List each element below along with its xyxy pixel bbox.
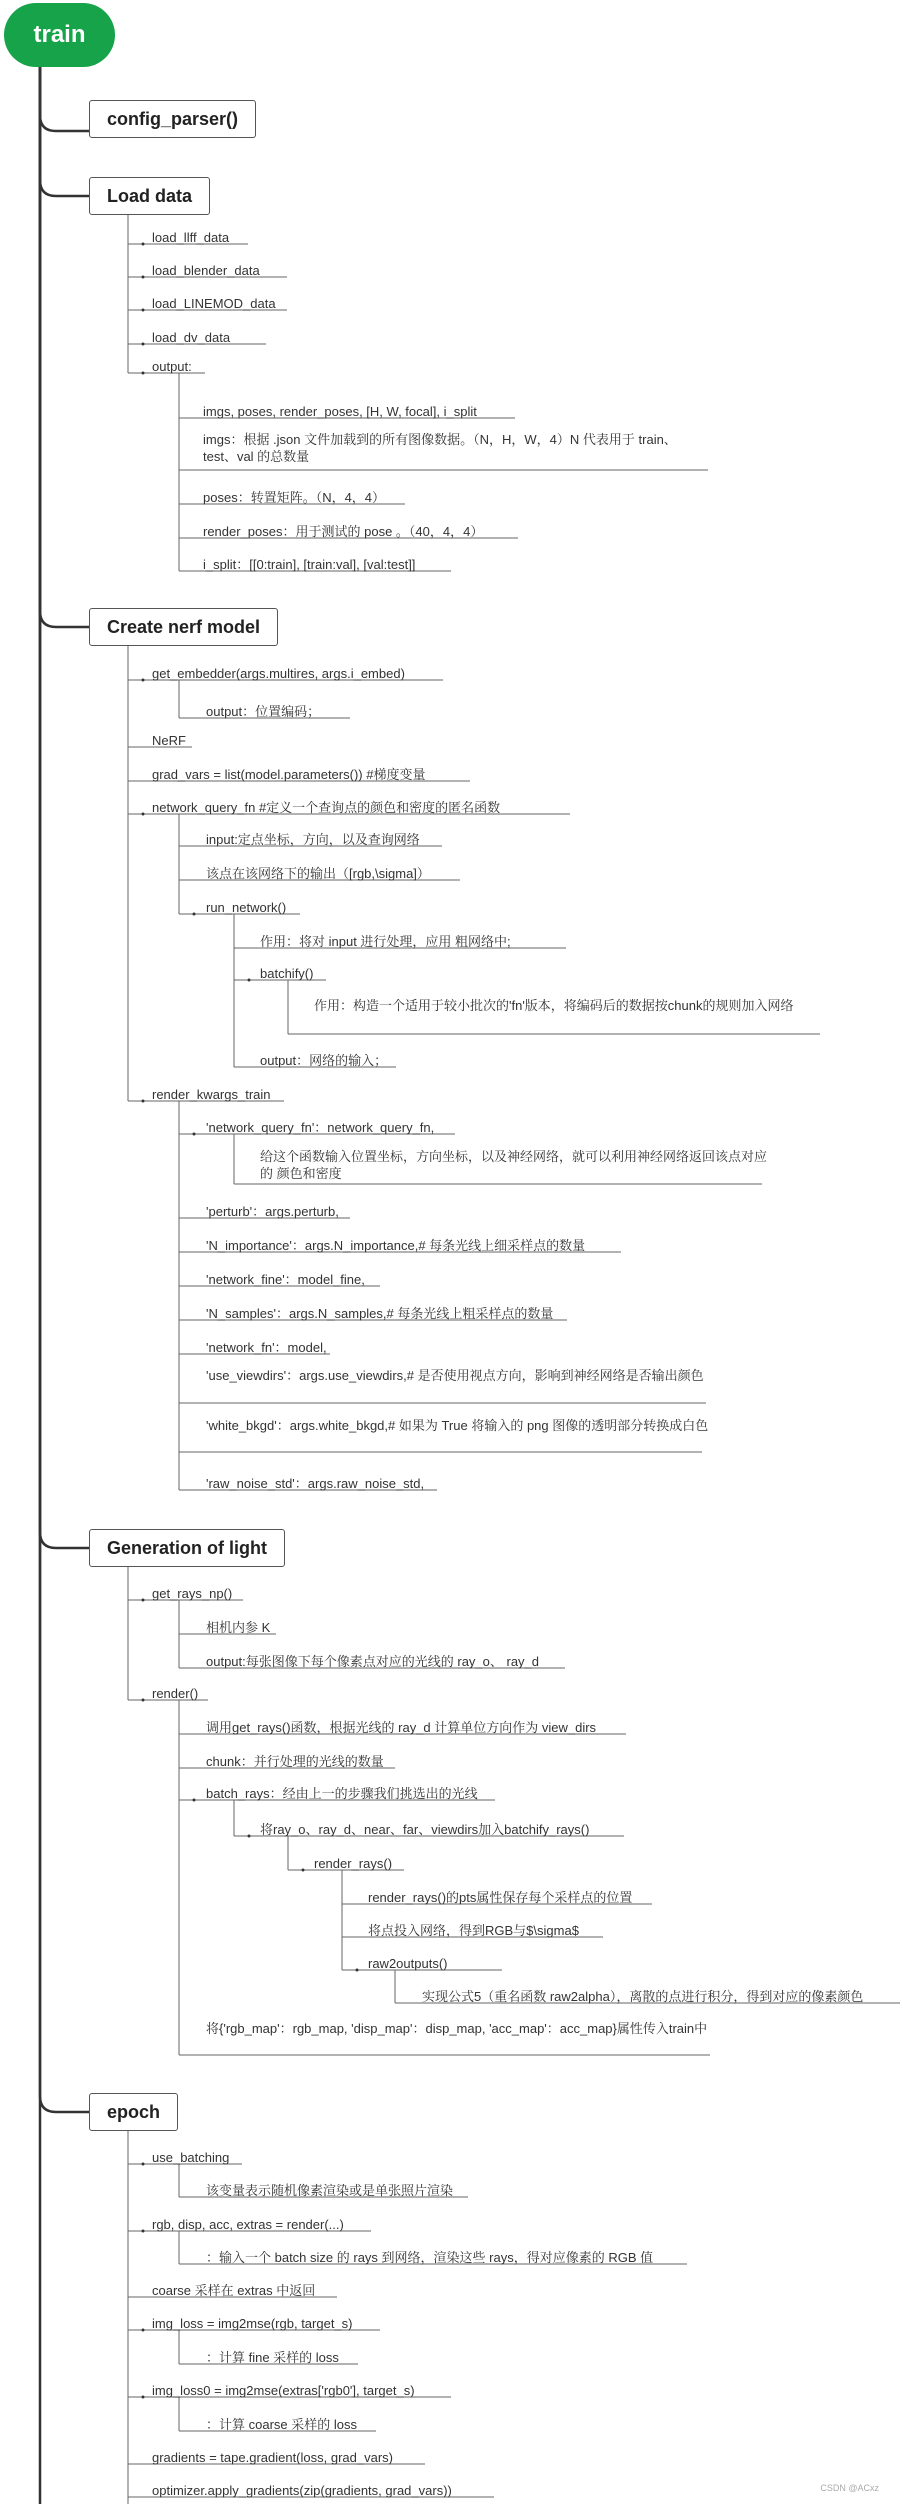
render-kwargs-train[interactable]: render_kwargs_train bbox=[152, 1087, 271, 1102]
raw2outputs[interactable]: raw2outputs() bbox=[368, 1956, 448, 1971]
load-output-item[interactable]: i_split：[[0:train], [train:val], [val:test]] bbox=[203, 557, 416, 572]
node-generation-of-light[interactable]: Generation of light bbox=[89, 1529, 285, 1567]
grad-vars[interactable]: grad_vars = list(model.parameters()) #梯度变量 bbox=[152, 767, 426, 782]
render-rays-item[interactable]: render_rays()的pts属性保存每个采样点的位置 bbox=[368, 1890, 633, 1905]
kwarg-item[interactable]: 'perturb'：args.perturb, bbox=[206, 1204, 339, 1219]
render-rays-item[interactable]: 将点投入网络，得到RGB与$\sigma$ bbox=[368, 1923, 579, 1938]
kwarg-item[interactable]: 'use_viewdirs'：args.use_viewdirs,# 是否使用视点方向，影响到神经网络是否输出颜色 bbox=[206, 1368, 704, 1383]
add-batchify-rays[interactable]: 将ray_o、ray_d、near、far、viewdirs加入batchify_rays() bbox=[260, 1822, 590, 1837]
render-item[interactable]: 调用get_rays()函数，根据光线的 ray_d 计算单位方向作为 view_dirs bbox=[206, 1720, 597, 1735]
load-llff-data[interactable]: load_llff_data bbox=[152, 230, 230, 245]
kwarg-item[interactable]: 'network_fn'：model, bbox=[206, 1340, 327, 1355]
load-output-item[interactable]: render_poses：用于测试的 pose 。（40，4，4） bbox=[203, 524, 484, 539]
load-output[interactable]: output: bbox=[152, 359, 192, 374]
nqf-note[interactable]: 给这个函数输入位置坐标，方向坐标，以及神经网络，就可以利用神经网络返回该点对应的 颜色和密度 bbox=[260, 1149, 768, 1181]
kwarg-item[interactable]: 'network_fine'：model_fine, bbox=[206, 1272, 365, 1287]
load-output-item[interactable]: poses：转置矩阵。（N，4，4） bbox=[203, 490, 386, 505]
run-network-effect[interactable]: 作用：将对 input 进行处理，应用 粗网络中; bbox=[260, 934, 511, 949]
kwarg-item[interactable]: 'network_query_fn'：network_query_fn, bbox=[206, 1120, 435, 1135]
apply-gradients[interactable]: optimizer.apply_gradients(zip(gradients, grad_vars)) bbox=[152, 2483, 452, 2498]
watermark-credit: CSDN @ACxz bbox=[820, 2483, 879, 2493]
render-call[interactable]: rgb, disp, acc, extras = render(...) bbox=[152, 2217, 344, 2232]
kwarg-item[interactable]: 'N_samples'：args.N_samples,# 每条光线上粗采样点的数量 bbox=[206, 1306, 554, 1321]
root-trunk bbox=[40, 67, 90, 131]
render[interactable]: render() bbox=[152, 1686, 199, 1701]
coarse-extras[interactable]: coarse 采样在 extras 中返回 bbox=[152, 2283, 316, 2298]
gradients[interactable]: gradients = tape.gradient(loss, grad_vars) bbox=[152, 2450, 393, 2465]
nqf-output[interactable]: 该点在该网络下的输出（[rgb,\sigma]） bbox=[206, 866, 430, 881]
img-loss[interactable]: img_loss = img2mse(rgb, target_s) bbox=[152, 2316, 353, 2331]
img-loss-note[interactable]: ：计算 fine 采样的 loss bbox=[206, 2350, 339, 2365]
formula-note[interactable]: 实现公式5（重名函数 raw2alpha），离散的点进行积分，得到对应的像素颜色 bbox=[422, 1989, 864, 2004]
kwarg-item[interactable]: 'white_bkgd'：args.white_bkgd,# 如果为 True 将输入的 png 图像的透明部分转换成白色 bbox=[206, 1418, 709, 1433]
batchify-effect[interactable]: 作用：构造一个适用于较小批次的'fn'版本，将编码后的数据按chunk的规则加入网络 bbox=[314, 998, 794, 1013]
load-blender-data[interactable]: load_blender_data bbox=[152, 263, 260, 278]
batchify[interactable]: batchify() bbox=[260, 966, 314, 981]
get-embedder[interactable]: get_embedder(args.multires, args.i_embed) bbox=[152, 666, 405, 681]
run-network-output[interactable]: output：网络的输入； bbox=[260, 1053, 388, 1068]
render-item[interactable]: chunk：并行处理的光线的数量 bbox=[206, 1754, 384, 1769]
get-rays-np[interactable]: get_rays_np() bbox=[152, 1586, 233, 1601]
node-create-nerf-model[interactable]: Create nerf model bbox=[89, 608, 278, 646]
get-rays-np-output[interactable]: output:每张图像下每个像素点对应的光线的 ray_o、 ray_d bbox=[206, 1654, 540, 1669]
load-output-item[interactable]: imgs：根据 .json 文件加载到的所有图像数据。（N，H，W，4）N 代表用于 train、test、val 的总数量 bbox=[203, 432, 677, 464]
run-network[interactable]: run_network() bbox=[206, 900, 287, 915]
node-epoch[interactable]: epoch bbox=[89, 2093, 178, 2131]
use-batching-note[interactable]: 该变量表示随机像素渲染或是单张照片渲染 bbox=[206, 2183, 454, 2198]
camera-intrinsics[interactable]: 相机内参 K bbox=[206, 1620, 271, 1635]
network-query-fn[interactable]: network_query_fn #定义一个查询点的颜色和密度的匿名函数 bbox=[152, 800, 501, 815]
use-batching[interactable]: use_batching bbox=[152, 2150, 230, 2165]
render-call-note[interactable]: ：输入一个 batch size 的 rays 到网络，渲染这些 rays，得对应像素的 RGB 值 bbox=[206, 2250, 654, 2265]
render-item[interactable]: batch_rays：经由上一的步骤我们挑选出的光线 bbox=[206, 1786, 478, 1801]
img-loss0-note[interactable]: ：计算 coarse 采样的 loss bbox=[206, 2417, 357, 2432]
kwarg-item[interactable]: 'raw_noise_std'：args.raw_noise_std, bbox=[206, 1476, 425, 1491]
embedder-output[interactable]: output：位置编码； bbox=[206, 704, 321, 719]
render-rays[interactable]: render_rays() bbox=[314, 1856, 393, 1871]
root-node-train[interactable]: train bbox=[4, 3, 115, 67]
load-linemod-data[interactable]: load_LINEMOD_data bbox=[152, 296, 276, 311]
nerf[interactable]: NeRF bbox=[152, 733, 186, 748]
load-dv-data[interactable]: load_dv_data bbox=[152, 330, 231, 345]
load-output-item[interactable]: imgs, poses, render_poses, [H, W, focal], i_split bbox=[203, 404, 477, 419]
return-to-train[interactable]: 将{'rgb_map'：rgb_map, 'disp_map'：disp_map, 'acc_map'：acc_map}属性传入train中 bbox=[206, 2021, 708, 2036]
nqf-input[interactable]: input:定点坐标，方向，以及查询网络 bbox=[206, 832, 420, 847]
kwarg-item[interactable]: 'N_importance'：args.N_importance,# 每条光线上细采样点的数量 bbox=[206, 1238, 586, 1253]
node-load-data[interactable]: Load data bbox=[89, 177, 210, 215]
img-loss0[interactable]: img_loss0 = img2mse(extras['rgb0'], target_s) bbox=[152, 2383, 415, 2398]
node-config-parser[interactable]: config_parser() bbox=[89, 100, 256, 138]
